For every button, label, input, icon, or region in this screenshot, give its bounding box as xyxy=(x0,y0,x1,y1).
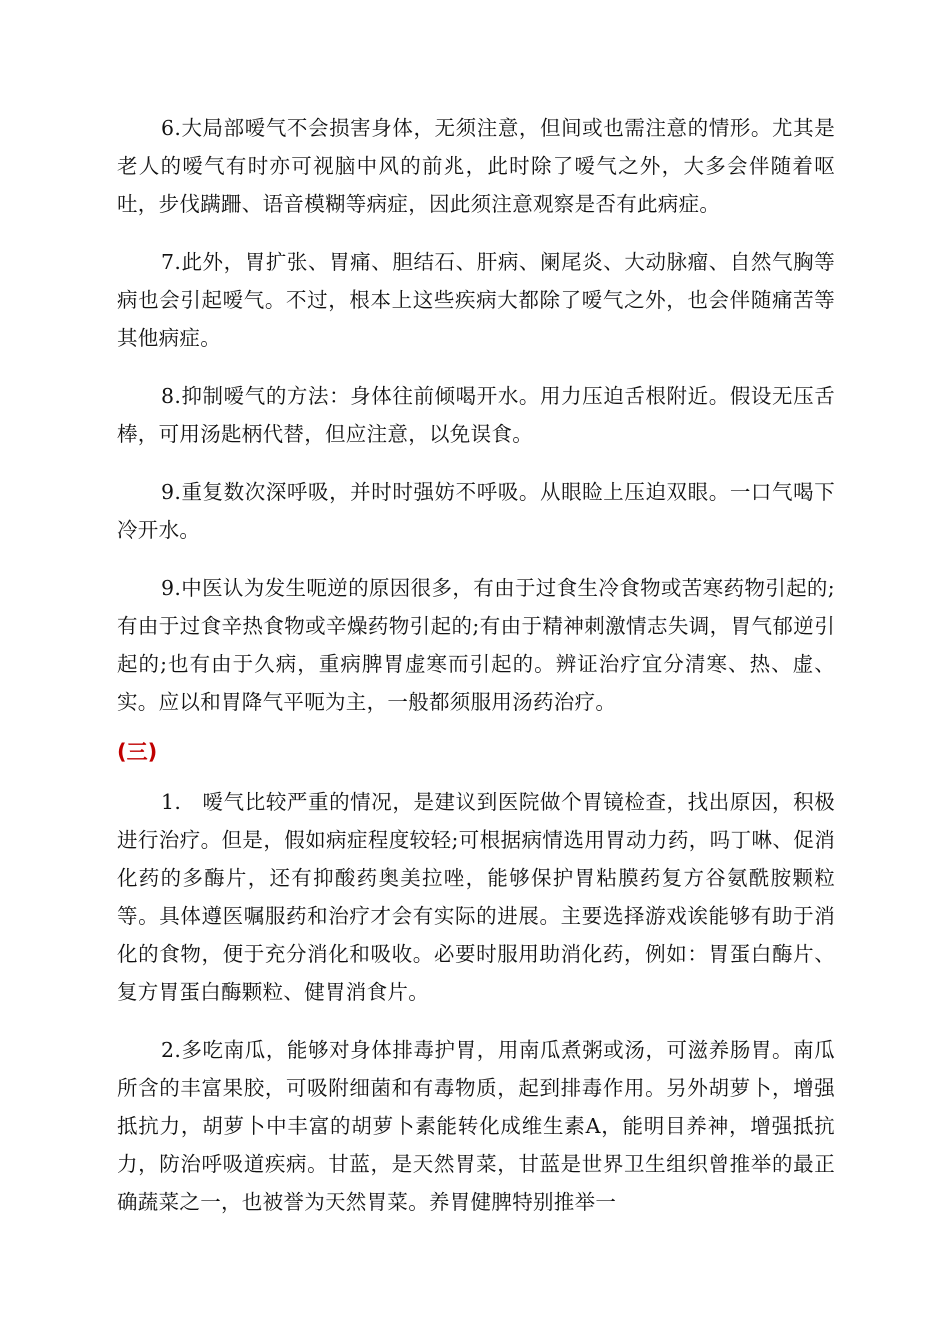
section-heading-three: (三) xyxy=(117,740,158,764)
paragraph-spacer xyxy=(117,453,835,473)
paragraph-6-belching: 6.大局部嗳气不会损害身体，无须注意，但间或也需注意的情形。尤其是老人的嗳气有时亦可视脑中风的前兆，此时除了嗳气之外，大多会伴随着呕吐，步伐蹒跚、语音模糊等病症，因此须注意观察是否有此病症。 xyxy=(117,116,835,216)
paragraph-9-breathing: 9.重复数次深呼吸，并时时强妨不呼吸。从眼睑上压迫双眼。一口气喝下冷开水。 xyxy=(117,480,835,542)
paragraph-2-pumpkin: 2.多吃南瓜，能够对身体排毒护胃，用南瓜煮粥或汤，可滋养肠胃。南瓜所含的丰富果胶，可吸附细菌和有毒物质，起到排毒作用。另外胡萝卜，增强抵抗力，胡萝卜中丰富的胡萝卜素能转化成维生素A，能明目养神，增强抵抗力，防治呼吸道疾病。甘蓝，是天然胃菜，甘蓝是世界卫生组织曾推举的最正确蔬菜之一，也被誉为天然胃菜。养胃健脾特别推举一 xyxy=(117,1038,835,1214)
paragraph-1-severe-belching: 1. 嗳气比较严重的情况，是建议到医院做个胃镜检查，找出原因，积极进行治疗。但是，假如病症程度较轻;可根据病情选用胃动力药，吗丁啉、促消化药的多酶片，还有抑酸药奥美拉唑，能够保护胃粘膜药复方谷氨酰胺颗粒等。具体遵医嘱服药和治疗才会有实际的进展。主要选择游戏诶能够有助于消化的食物，便于充分消化和吸收。必要时服用助消化药，例如：胃蛋白酶片、复方胃蛋白酶颗粒、健胃消食片。 xyxy=(117,790,835,1004)
paragraph-spacer xyxy=(117,771,835,783)
paragraph-7-other-diseases: 7.此外，胃扩张、胃痛、胆结石、肝病、阑尾炎、大动脉瘤、自然气胸等病也会引起嗳气。不过，根本上这些疾病大都除了嗳气之外，也会伴随痛苦等其他病症。 xyxy=(117,250,835,350)
paragraph-spacer xyxy=(117,1011,835,1031)
document-body xyxy=(117,109,835,1221)
paragraph-spacer xyxy=(117,357,835,377)
paragraph-spacer xyxy=(117,223,835,243)
paragraph-9-tcm-view: 9.中医认为发生呃逆的原因很多，有由于过食生冷食物或苦寒药物引起的;有由于过食辛热食物或辛燥药物引起的;有由于精神刺激情志失调，胃气郁逆引起的;也有由于久病，重病脾胃虚寒而引起的。辨证治疗宜分清寒、热、虚、实。应以和胃降气平呃为主，一般都须服用汤药治疗。 xyxy=(117,576,835,714)
paragraph-spacer xyxy=(117,721,835,733)
paragraph-spacer xyxy=(117,549,835,569)
paragraph-8-suppress-method: 8.抑制嗳气的方法：身体往前倾喝开水。用力压迫舌根附近。假设无压舌棒，可用汤匙柄代替，但应注意，以免误食。 xyxy=(117,384,835,446)
